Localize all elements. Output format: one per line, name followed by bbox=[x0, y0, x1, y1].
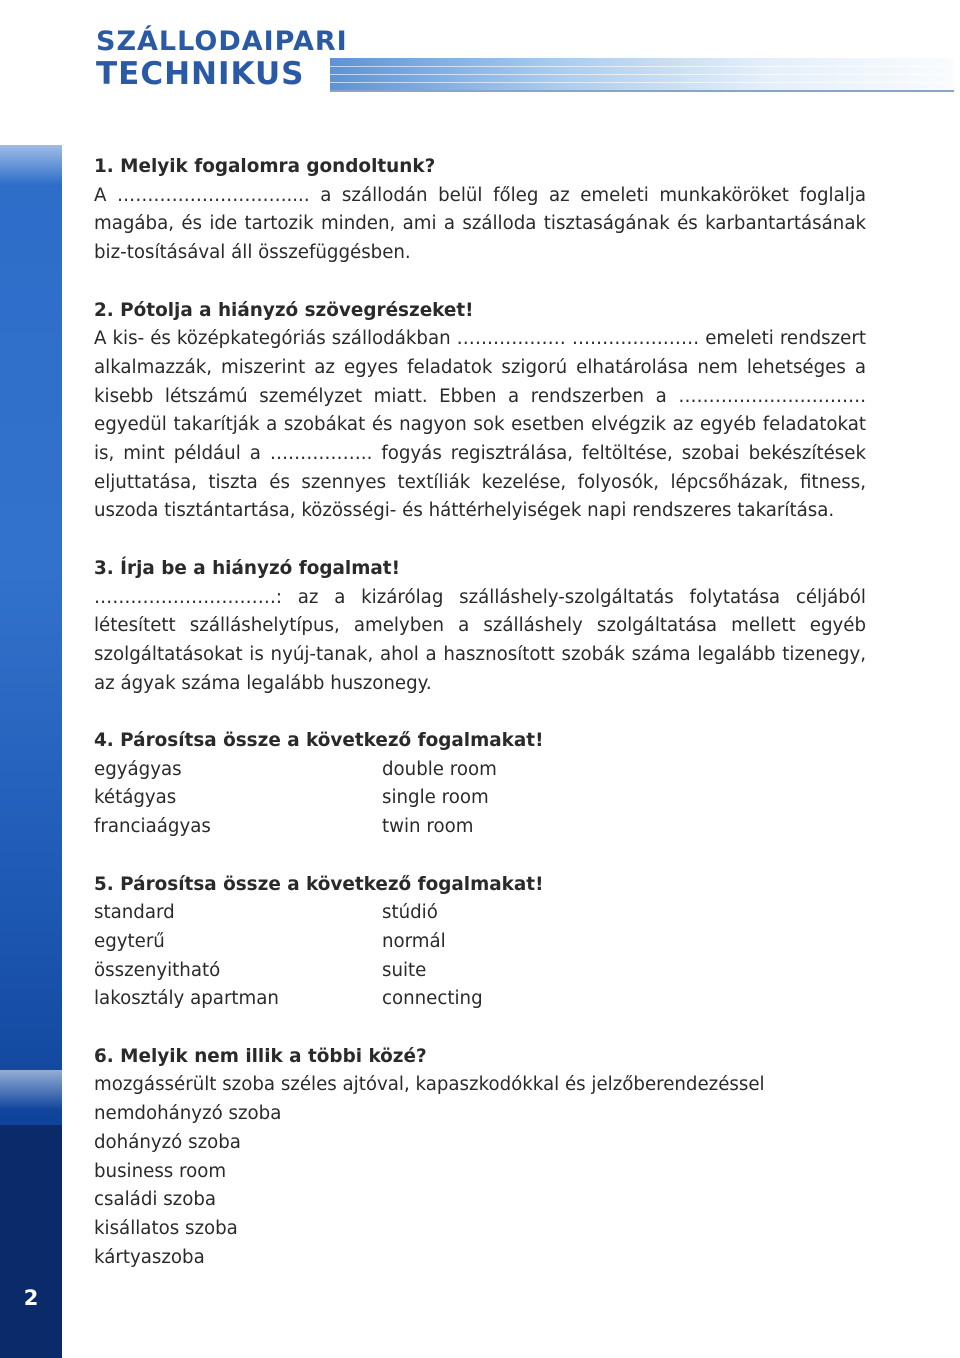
page-number: 2 bbox=[23, 1286, 39, 1310]
question-title: 4. Párosítsa össze a következő fogalmakat! bbox=[94, 730, 544, 752]
pair-left: összenyitható bbox=[94, 959, 221, 981]
question-4 bbox=[94, 727, 866, 842]
logo-line-1: SZÁLLODAIPARI bbox=[96, 26, 348, 57]
pair-row bbox=[94, 899, 866, 928]
pair-left: franciaágyas bbox=[94, 816, 211, 838]
list-item: business room bbox=[94, 1160, 227, 1182]
pair-left: egyterű bbox=[94, 930, 165, 952]
pair-right: single room bbox=[382, 787, 489, 809]
pair-right: connecting bbox=[382, 988, 483, 1010]
page-content bbox=[94, 153, 866, 1301]
list-item: nemdohányzó szoba bbox=[94, 1103, 282, 1125]
pair-row bbox=[94, 756, 866, 785]
pair-left: egyágyas bbox=[94, 758, 182, 780]
question-text: A kis- és középkategóriás szállodákban ……………… ………………… emeleti rendszert alkalmazzák, miszerint az egyes feladatok szigorú elhatárolása nem lehetséges a kisebb létszámú személyzet miatt. Ebben a rendszerben a …………………………. egyedül takarítják a szobákat és nagyon sok esetben elvégzik az egyéb feladatokat is, mint például a …………….. fogyás regisztrálása, feltöltése, szobai bekészítések eljuttatása, tiszta és szennyes textíliák kezelése, folyosók, lépcsőházak, fitness, uszoda tisztántartása, közösségi- és háttérhelyiségek napi rendszeres takarítása. bbox=[94, 328, 866, 522]
question-title: 2. Pótolja a hiányzó szövegrészeket! bbox=[94, 299, 474, 321]
pair-left: kétágyas bbox=[94, 787, 177, 809]
pair-row bbox=[94, 985, 866, 1014]
pair-right: suite bbox=[382, 959, 427, 981]
pair-left: standard bbox=[94, 902, 175, 924]
header-stripe bbox=[330, 82, 954, 83]
question-1 bbox=[94, 153, 866, 268]
list-item: kártyaszoba bbox=[94, 1246, 205, 1268]
question-2 bbox=[94, 297, 866, 527]
header-stripe bbox=[330, 74, 954, 75]
question-3 bbox=[94, 555, 866, 699]
pair-right: normál bbox=[382, 930, 446, 952]
question-title: 5. Párosítsa össze a következő fogalmakat! bbox=[94, 873, 544, 895]
question-text: …………………………: az a kizárólag szálláshely-szolgáltatás folytatása céljából létesített szálláshelytípus, amelyben a szálláshely szolgáltatása mellett egyéb szolgáltatásokat is nyúj-tanak, ahol a hasznosított szobák száma legalább tizenegy, az ágyak száma legalább huszonegy. bbox=[94, 586, 866, 694]
question-title: 1. Melyik fogalomra gondoltunk? bbox=[94, 156, 436, 177]
pair-row bbox=[94, 957, 866, 986]
header-band bbox=[330, 58, 954, 92]
list-item: kisállatos szoba bbox=[94, 1217, 238, 1239]
pair-row bbox=[94, 784, 866, 813]
side-wave bbox=[0, 1070, 62, 1110]
question-title: 6. Melyik nem illik a többi közé? bbox=[94, 1045, 427, 1067]
list-item: családi szoba bbox=[94, 1189, 217, 1211]
logo bbox=[96, 26, 348, 90]
question-6 bbox=[94, 1043, 866, 1273]
question-5 bbox=[94, 871, 866, 1015]
side-band-dark bbox=[0, 1125, 62, 1358]
pair-left: lakosztály apartman bbox=[94, 988, 279, 1010]
question-title: 3. Írja be a hiányzó fogalmat! bbox=[94, 557, 400, 579]
pair-row bbox=[94, 928, 866, 957]
pair-row bbox=[94, 813, 866, 842]
header-rule bbox=[330, 90, 954, 92]
header-stripe bbox=[330, 66, 954, 67]
pair-right: twin room bbox=[382, 816, 474, 838]
pair-right: stúdió bbox=[382, 902, 438, 924]
pair-right: double room bbox=[382, 758, 497, 780]
list-item: dohányzó szoba bbox=[94, 1131, 241, 1153]
list-item: mozgássérült szoba széles ajtóval, kapaszkodókkal és jelzőberendezéssel bbox=[94, 1074, 765, 1096]
side-wave bbox=[0, 145, 62, 185]
logo-line-2: TECHNIKUS bbox=[96, 56, 305, 92]
question-text: A ………………………..... a szállodán belül főleg az emeleti munkaköröket foglalja magába, és ide tartozik minden, ami a szálloda tisztaságának és karbantartásának biz-tosításával áll összefüggésben. bbox=[94, 184, 866, 264]
